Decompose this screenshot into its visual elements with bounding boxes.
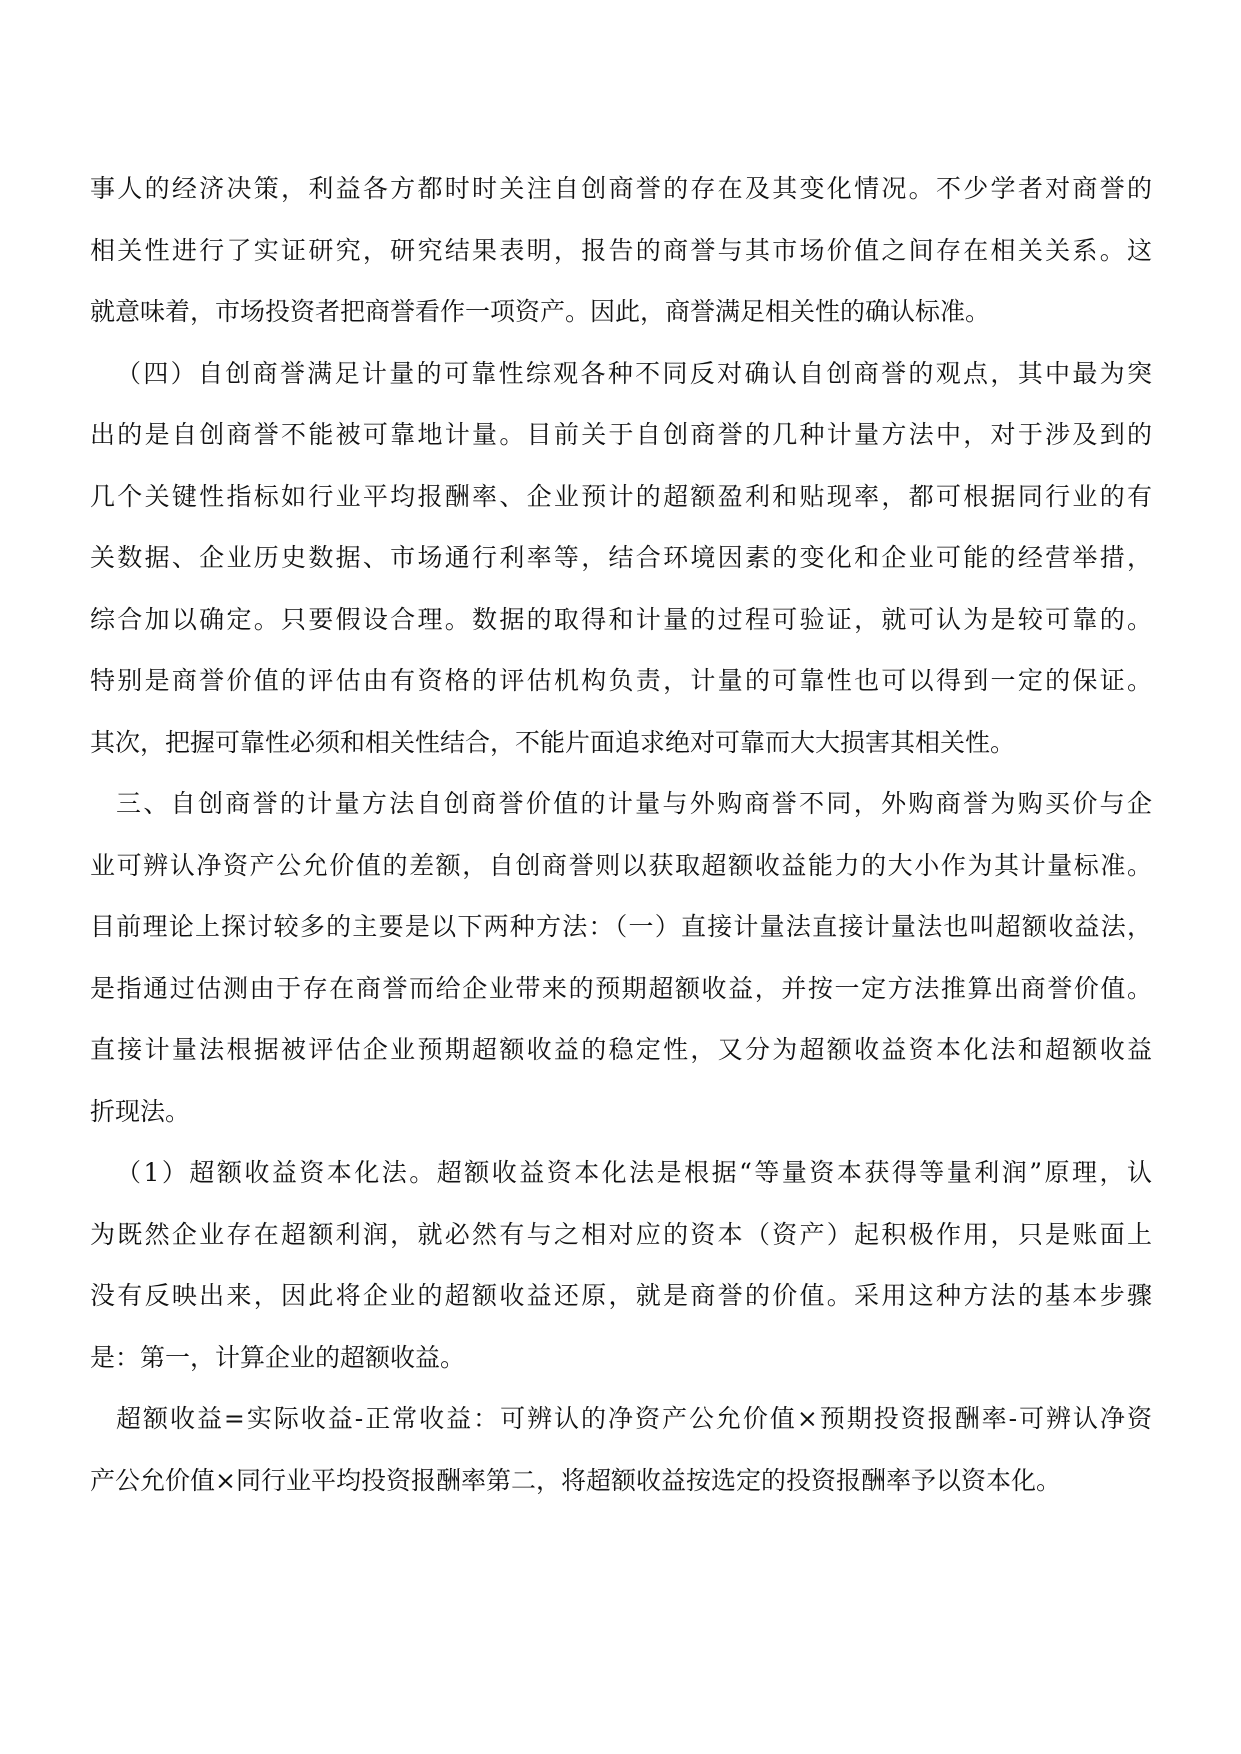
text-line: 特别是商誉价值的评估由有资格的评估机构负责，计量的可靠性也可以得到一定的保证。 [90, 666, 1152, 695]
text-line: 折现法。 [90, 1096, 191, 1126]
text-line: 目前理论上探讨较多的主要是以下两种方法：（一）直接计量法直接计量法也叫超额收益法， [90, 912, 1152, 941]
text-line: 业可辨认净资产公允价值的差额，自创商誉则以获取超额收益能力的大小作为其计量标准。 [90, 850, 1152, 880]
text-line: 为既然企业存在超额利润，就必然有与之相对应的资本（资产）起积极作用，只是账面上 [90, 1219, 1152, 1249]
text-line: 是：第一，计算企业的超额收益。 [90, 1342, 466, 1372]
document-body [90, 158, 1152, 1511]
text-line: 综合加以确定。只要假设合理。数据的取得和计量的过程可验证，就可认为是较可靠的。 [90, 604, 1152, 634]
text-line: 关数据、企业历史数据、市场通行利率等，结合环境因素的变化和企业可能的经营举措， [90, 543, 1152, 572]
text-line: 相关性进行了实证研究，研究结果表明，报告的商誉与其市场价值之间存在相关关系。这 [90, 235, 1152, 265]
text-line: （四）自创商誉满足计量的可靠性综观各种不同反对确认自创商誉的观点，其中最为突 [116, 358, 1152, 388]
text-line: 三、自创商誉的计量方法自创商誉价值的计量与外购商誉不同，外购商誉为购买价与企 [116, 789, 1152, 818]
text-line: 就意味着，市场投资者把商誉看作一项资产。因此，商誉满足相关性的确认标准。 [90, 297, 991, 326]
text-line: 事人的经济决策，利益各方都时时关注自创商誉的存在及其变化情况。不少学者对商誉的 [90, 174, 1152, 203]
text-line: 其次，把握可靠性必须和相关性结合，不能片面追求绝对可靠而大大损害其相关性。 [90, 727, 1016, 757]
text-line: 是指通过估测由于存在商誉而给企业带来的预期超额收益，并按一定方法推算出商誉价值。 [90, 973, 1152, 1003]
text-line: 没有反映出来，因此将企业的超额收益还原，就是商誉的价值。采用这种方法的基本步骤 [90, 1281, 1152, 1310]
text-line: 几个关键性指标如行业平均报酬率、企业预计的超额盈利和贴现率，都可根据同行业的有 [90, 481, 1152, 511]
text-line: 超额收益=实际收益-正常收益：可辨认的净资产公允价值×预期投资报酬率-可辨认净资 [116, 1404, 1152, 1433]
text-line: 出的是自创商誉不能被可靠地计量。目前关于自创商誉的几种计量方法中，对于涉及到的 [90, 420, 1152, 449]
text-line: 直接计量法根据被评估企业预期超额收益的稳定性，又分为超额收益资本化法和超额收益 [90, 1035, 1152, 1064]
text-line: 产公允价值×同行业平均投资报酬率第二，将超额收益按选定的投资报酬率予以资本化。 [90, 1465, 1061, 1495]
text-line: （1）超额收益资本化法。超额收益资本化法是根据“等量资本获得等量利润”原理，认 [116, 1158, 1152, 1187]
